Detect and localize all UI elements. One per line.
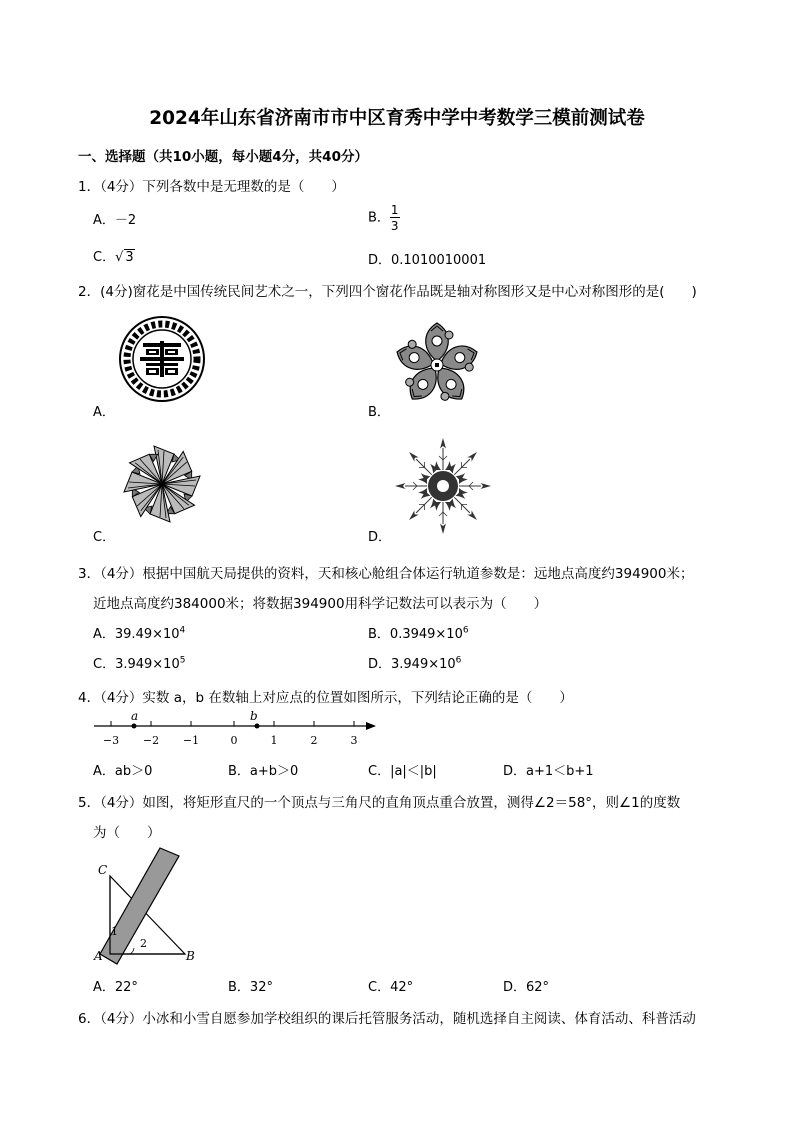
- q4-option-a: A．ab＞0: [93, 764, 153, 779]
- q5-option-c: C．42°: [368, 980, 414, 995]
- q4-option-b: B．a+b＞0: [228, 764, 299, 779]
- number-line: [92, 708, 382, 748]
- q1-stem: 1．（4分）下列各数中是无理数的是（ ）: [78, 179, 345, 195]
- q5-option-d: D．62°: [503, 980, 550, 995]
- q2-option-b-label: B．: [368, 405, 390, 420]
- papercut-figure-d: [393, 436, 493, 536]
- label-c: C: [98, 863, 108, 877]
- tick-label: 1: [270, 734, 278, 747]
- q1-fraction: $\frac{1}{3}$: [390, 203, 399, 233]
- page-title: 2024年山东省济南市市中区育秀中学中考数学三模前测试卷: [149, 108, 645, 129]
- q3-option-b: B．$0.3949\times 10^6$: [368, 625, 469, 642]
- label-a: A: [94, 949, 103, 963]
- ruler-triangle-figure: [90, 842, 210, 967]
- papercut-figure-b: [392, 320, 482, 410]
- q1-option-c: C．√ 3: [93, 250, 134, 265]
- q3-stem-line1: 3．（4分）根据中国航天局提供的资料，天和核心舱组合体运行轨道参数是：远地点高度约394900米；: [78, 566, 694, 582]
- q1-option-d: D．0.1010010001: [368, 253, 487, 268]
- q3-stem-line2: 近地点高度约384000米；将数据394900用科学记数法可以表示为（ ）: [93, 596, 548, 612]
- q4-stem: 4．（4分）实数 a，b 在数轴上对应点的位置如图所示，下列结论正确的是（ ）: [78, 690, 573, 706]
- tick-label: 3: [350, 734, 358, 747]
- q5-option-a: A．22°: [93, 980, 138, 995]
- tick-label: −2: [142, 734, 160, 747]
- q1-option-b: B． $\frac{1}{3}$: [368, 203, 399, 233]
- q1-option-a: A．－2: [93, 213, 137, 228]
- tick-label: 2: [310, 734, 318, 747]
- q2-option-c-label: C．: [93, 530, 116, 545]
- tick-label: −1: [182, 734, 200, 747]
- point-b: [255, 724, 260, 729]
- q4-option-c: C．|a|＜|b|: [368, 764, 437, 779]
- sqrt-symbol: √ 3: [115, 250, 134, 265]
- label-a: a: [131, 709, 139, 723]
- label-b: b: [250, 709, 258, 723]
- angle-2-label: 2: [140, 937, 147, 950]
- tick-label: −3: [102, 734, 120, 747]
- papercut-figure-c: [118, 440, 206, 528]
- q2-option-d-label: D．: [368, 530, 392, 545]
- q4-option-d: D．a+1＜b+1: [503, 764, 594, 779]
- point-a: [132, 724, 137, 729]
- tick-label: 0: [230, 734, 238, 747]
- papercut-figure-a: [118, 315, 206, 403]
- section-heading: 一、选择题（共10小题，每小题4分，共40分）: [78, 149, 368, 165]
- q3-option-c: C．$3.949\times 10^5$: [93, 655, 186, 672]
- q2-stem: 2．(4分)窗花是中国传统民间艺术之一，下列四个窗花作品既是轴对称图形又是中心对称图形的是( ): [78, 284, 697, 300]
- q3-option-d: D．$3.949\times 10^6$: [368, 655, 462, 672]
- q5-stem-line2: 为（ ）: [93, 825, 161, 841]
- q5-stem-line1: 5．（4分）如图，将矩形直尺的一个顶点与三角尺的直角顶点重合放置，测得∠2＝58°，则∠1的度数: [78, 795, 681, 811]
- label-b: B: [186, 949, 195, 963]
- q3-option-a: A．$39.49\times 10^4$: [93, 625, 186, 642]
- angle-1-label: 1: [111, 925, 118, 938]
- q5-option-b: B．32°: [228, 980, 273, 995]
- q2-option-a-label: A．: [93, 405, 115, 420]
- q6-stem: 6．（4分）小冰和小雪自愿参加学校组织的课后托管服务活动，随机选择自主阅读、体育活动、科普活动: [78, 1011, 696, 1027]
